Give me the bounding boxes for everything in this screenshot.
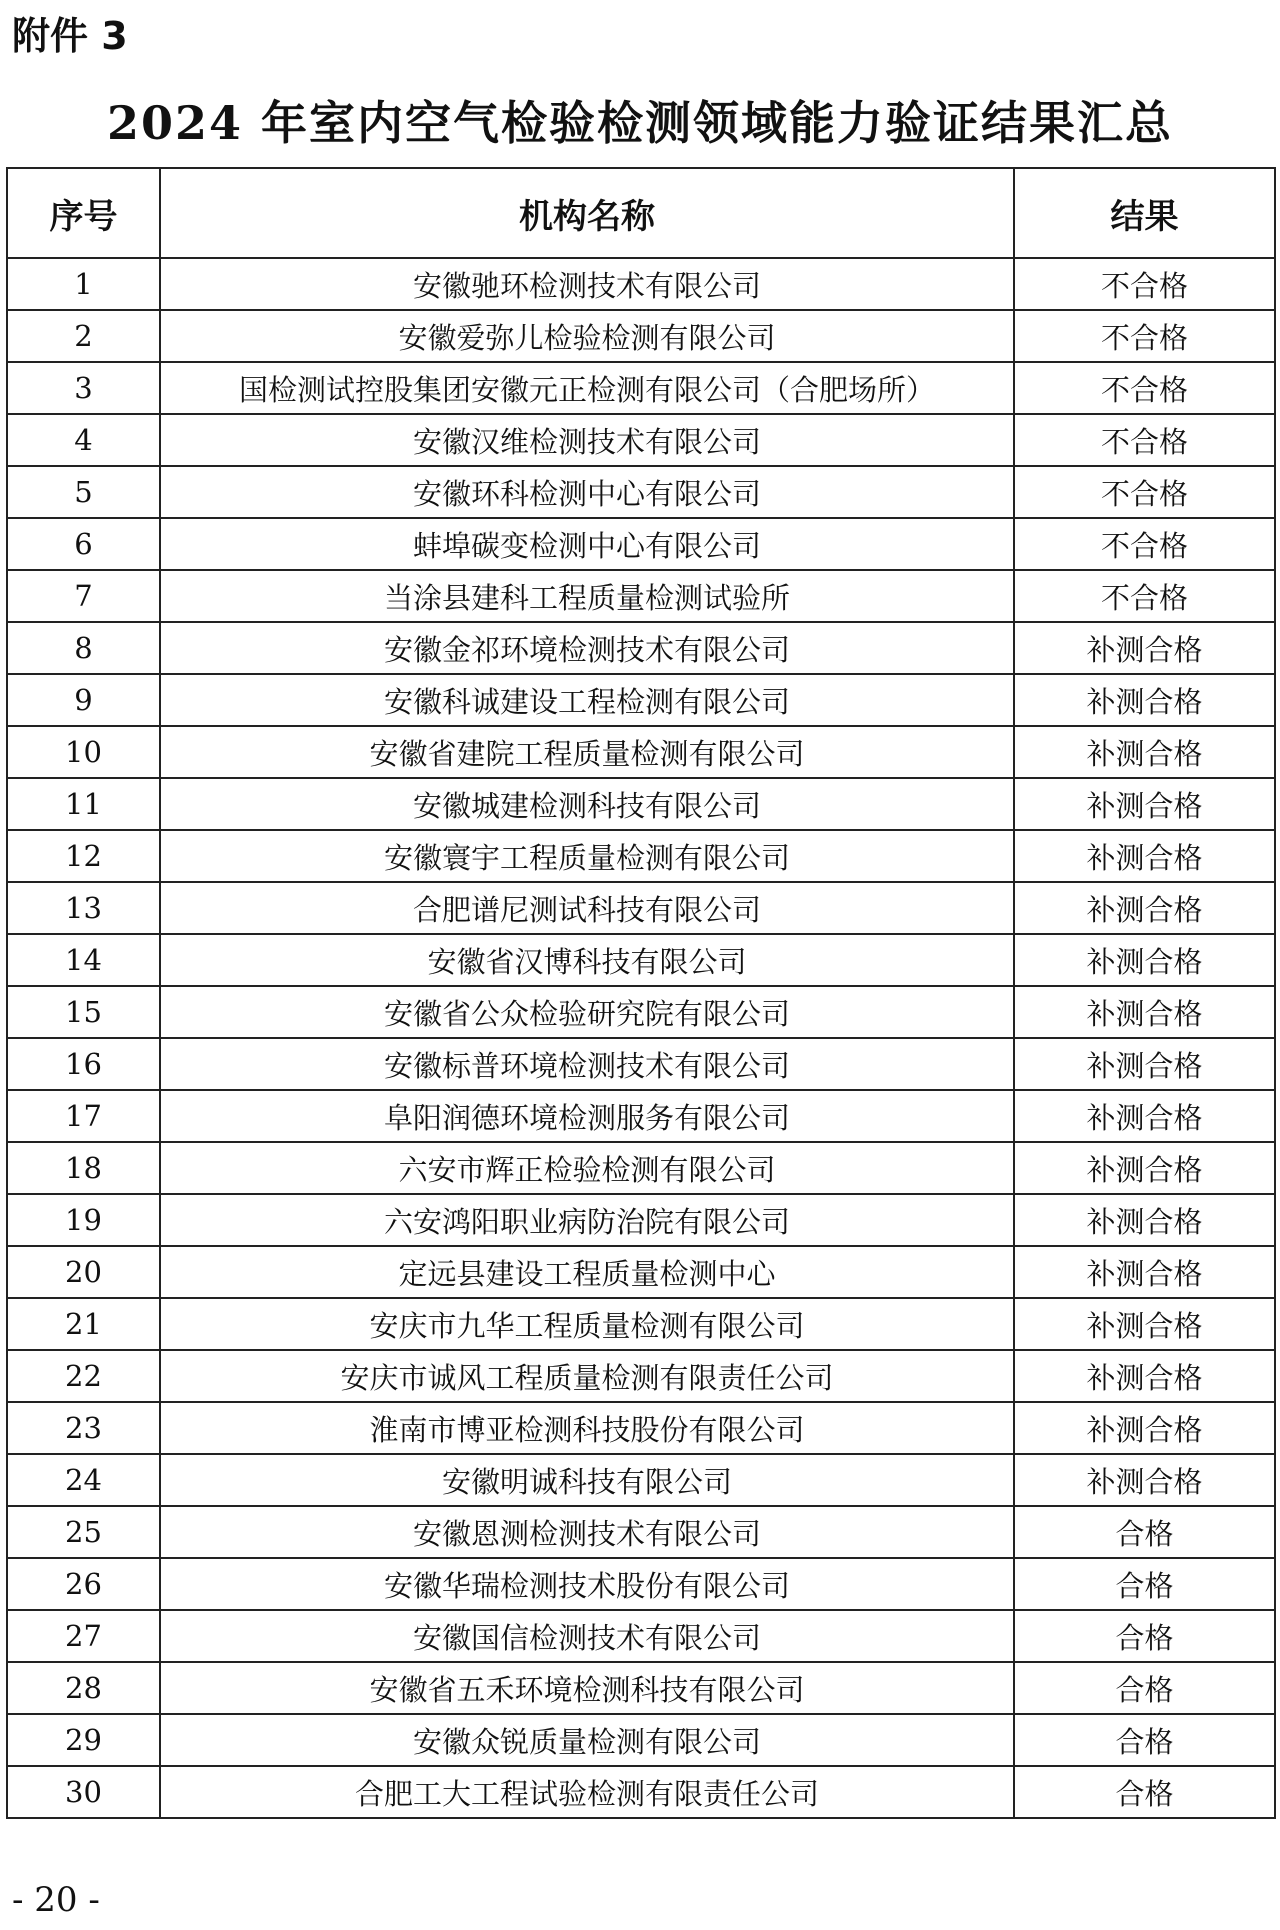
cell-serial-number: 22 (7, 1350, 160, 1402)
cell-result: 合格 (1014, 1662, 1275, 1714)
cell-institution-name: 安庆市九华工程质量检测有限公司 (160, 1298, 1014, 1350)
table-row (7, 1558, 1275, 1610)
header-institution-name: 机构名称 (160, 168, 1014, 258)
results-table (6, 167, 1276, 1819)
table-row (7, 570, 1275, 622)
cell-institution-name: 安徽环科检测中心有限公司 (160, 466, 1014, 518)
page-number: - 20 - (12, 1880, 100, 1920)
cell-serial-number: 30 (7, 1766, 160, 1818)
cell-result: 补测合格 (1014, 726, 1275, 778)
table-row (7, 518, 1275, 570)
cell-serial-number: 20 (7, 1246, 160, 1298)
cell-serial-number: 23 (7, 1402, 160, 1454)
cell-institution-name: 安徽恩测检测技术有限公司 (160, 1506, 1014, 1558)
cell-result: 补测合格 (1014, 622, 1275, 674)
table-row (7, 1298, 1275, 1350)
cell-serial-number: 11 (7, 778, 160, 830)
cell-result: 补测合格 (1014, 1246, 1275, 1298)
table-row (7, 1090, 1275, 1142)
cell-result: 不合格 (1014, 414, 1275, 466)
table-row (7, 674, 1275, 726)
cell-institution-name: 安徽汉维检测技术有限公司 (160, 414, 1014, 466)
cell-result: 不合格 (1014, 518, 1275, 570)
cell-institution-name: 安徽城建检测科技有限公司 (160, 778, 1014, 830)
cell-result: 补测合格 (1014, 1350, 1275, 1402)
cell-institution-name: 合肥谱尼测试科技有限公司 (160, 882, 1014, 934)
cell-serial-number: 29 (7, 1714, 160, 1766)
cell-serial-number: 2 (7, 310, 160, 362)
cell-result: 不合格 (1014, 570, 1275, 622)
table-row (7, 1038, 1275, 1090)
cell-institution-name: 安徽省汉博科技有限公司 (160, 934, 1014, 986)
cell-institution-name: 安徽寰宇工程质量检测有限公司 (160, 830, 1014, 882)
cell-serial-number: 5 (7, 466, 160, 518)
cell-serial-number: 25 (7, 1506, 160, 1558)
cell-serial-number: 12 (7, 830, 160, 882)
cell-institution-name: 六安鸿阳职业病防治院有限公司 (160, 1194, 1014, 1246)
header-serial-number: 序号 (7, 168, 160, 258)
cell-institution-name: 安徽众锐质量检测有限公司 (160, 1714, 1014, 1766)
cell-result: 补测合格 (1014, 1402, 1275, 1454)
table-row (7, 414, 1275, 466)
cell-result: 补测合格 (1014, 1194, 1275, 1246)
cell-institution-name: 六安市辉正检验检测有限公司 (160, 1142, 1014, 1194)
table-row (7, 258, 1275, 310)
table-row (7, 310, 1275, 362)
header-result: 结果 (1014, 168, 1275, 258)
cell-serial-number: 8 (7, 622, 160, 674)
table-row (7, 1402, 1275, 1454)
cell-result: 合格 (1014, 1766, 1275, 1818)
cell-serial-number: 1 (7, 258, 160, 310)
cell-institution-name: 安徽金祁环境检测技术有限公司 (160, 622, 1014, 674)
cell-serial-number: 28 (7, 1662, 160, 1714)
table-row (7, 986, 1275, 1038)
table-row (7, 1610, 1275, 1662)
table-body (7, 258, 1275, 1818)
cell-serial-number: 17 (7, 1090, 160, 1142)
cell-result: 合格 (1014, 1558, 1275, 1610)
table-row (7, 1662, 1275, 1714)
table-row (7, 882, 1275, 934)
cell-institution-name: 定远县建设工程质量检测中心 (160, 1246, 1014, 1298)
cell-result: 补测合格 (1014, 986, 1275, 1038)
cell-result: 补测合格 (1014, 882, 1275, 934)
cell-serial-number: 14 (7, 934, 160, 986)
cell-serial-number: 6 (7, 518, 160, 570)
cell-serial-number: 27 (7, 1610, 160, 1662)
cell-institution-name: 安徽驰环检测技术有限公司 (160, 258, 1014, 310)
cell-institution-name: 合肥工大工程试验检测有限责任公司 (160, 1766, 1014, 1818)
cell-result: 不合格 (1014, 362, 1275, 414)
cell-result: 补测合格 (1014, 778, 1275, 830)
cell-serial-number: 21 (7, 1298, 160, 1350)
cell-serial-number: 24 (7, 1454, 160, 1506)
table-row (7, 1194, 1275, 1246)
cell-result: 不合格 (1014, 258, 1275, 310)
cell-result: 补测合格 (1014, 1298, 1275, 1350)
cell-result: 补测合格 (1014, 830, 1275, 882)
table-row (7, 830, 1275, 882)
table-row (7, 1714, 1275, 1766)
table-row (7, 362, 1275, 414)
table-header-row (7, 168, 1275, 258)
cell-institution-name: 安徽爱弥儿检验检测有限公司 (160, 310, 1014, 362)
cell-institution-name: 安徽省五禾环境检测科技有限公司 (160, 1662, 1014, 1714)
cell-result: 合格 (1014, 1714, 1275, 1766)
cell-serial-number: 19 (7, 1194, 160, 1246)
table-row (7, 1350, 1275, 1402)
cell-serial-number: 15 (7, 986, 160, 1038)
cell-serial-number: 9 (7, 674, 160, 726)
cell-institution-name: 安庆市诚风工程质量检测有限责任公司 (160, 1350, 1014, 1402)
table-row (7, 466, 1275, 518)
cell-serial-number: 4 (7, 414, 160, 466)
cell-result: 补测合格 (1014, 1038, 1275, 1090)
cell-result: 不合格 (1014, 310, 1275, 362)
cell-institution-name: 阜阳润德环境检测服务有限公司 (160, 1090, 1014, 1142)
table-row (7, 1506, 1275, 1558)
cell-serial-number: 10 (7, 726, 160, 778)
cell-institution-name: 淮南市博亚检测科技股份有限公司 (160, 1402, 1014, 1454)
cell-institution-name: 安徽华瑞检测技术股份有限公司 (160, 1558, 1014, 1610)
cell-result: 不合格 (1014, 466, 1275, 518)
cell-result: 补测合格 (1014, 674, 1275, 726)
cell-institution-name: 安徽明诚科技有限公司 (160, 1454, 1014, 1506)
cell-serial-number: 7 (7, 570, 160, 622)
table-row (7, 726, 1275, 778)
cell-result: 补测合格 (1014, 1142, 1275, 1194)
cell-institution-name: 安徽科诚建设工程检测有限公司 (160, 674, 1014, 726)
cell-institution-name: 安徽标普环境检测技术有限公司 (160, 1038, 1014, 1090)
cell-serial-number: 13 (7, 882, 160, 934)
cell-serial-number: 18 (7, 1142, 160, 1194)
cell-result: 合格 (1014, 1610, 1275, 1662)
table-row (7, 1142, 1275, 1194)
cell-institution-name: 蚌埠碳变检测中心有限公司 (160, 518, 1014, 570)
cell-institution-name: 当涂县建科工程质量检测试验所 (160, 570, 1014, 622)
cell-result: 合格 (1014, 1506, 1275, 1558)
cell-result: 补测合格 (1014, 934, 1275, 986)
cell-serial-number: 3 (7, 362, 160, 414)
table-row (7, 1246, 1275, 1298)
attachment-label: 附件 3 (12, 14, 128, 58)
page-title: 2024 年室内空气检验检测领域能力验证结果汇总 (106, 96, 1174, 150)
cell-result: 补测合格 (1014, 1454, 1275, 1506)
table-row (7, 1766, 1275, 1818)
table-row (7, 622, 1275, 674)
cell-institution-name: 安徽国信检测技术有限公司 (160, 1610, 1014, 1662)
cell-result: 补测合格 (1014, 1090, 1275, 1142)
cell-serial-number: 26 (7, 1558, 160, 1610)
cell-serial-number: 16 (7, 1038, 160, 1090)
cell-institution-name: 国检测试控股集团安徽元正检测有限公司（合肥场所） (160, 362, 1014, 414)
table-row (7, 1454, 1275, 1506)
cell-institution-name: 安徽省公众检验研究院有限公司 (160, 986, 1014, 1038)
table-row (7, 778, 1275, 830)
table-row (7, 934, 1275, 986)
cell-institution-name: 安徽省建院工程质量检测有限公司 (160, 726, 1014, 778)
